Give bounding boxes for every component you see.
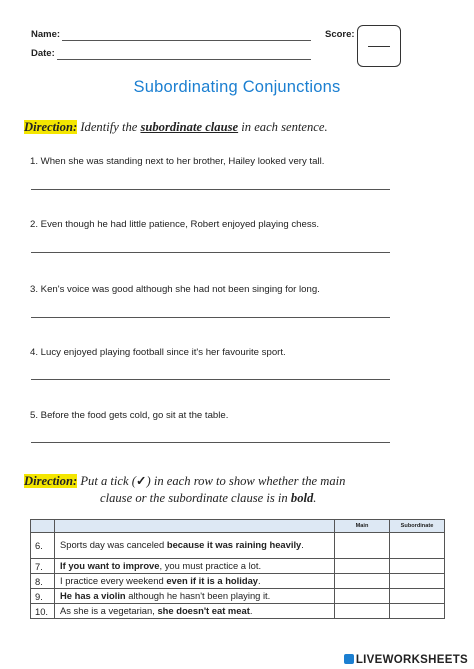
header-main: Main	[335, 520, 390, 533]
row-number: 6.	[31, 533, 55, 559]
row-sentence	[55, 559, 335, 574]
subordinate-checkbox[interactable]	[390, 604, 445, 619]
row-sentence	[55, 604, 335, 619]
bold-clause: even if it is a holiday	[166, 574, 259, 586]
answer-line-5[interactable]	[31, 442, 390, 443]
sentence-text: .	[249, 604, 253, 616]
subordinate-checkbox[interactable]	[390, 533, 445, 559]
row-number: 9.	[31, 589, 55, 604]
sentence-text: I practice every weekend	[60, 574, 167, 586]
direction-2	[24, 473, 345, 507]
table-row	[31, 589, 445, 604]
main-checkbox[interactable]	[335, 589, 390, 604]
bold-clause: she doesn't eat meat	[157, 604, 250, 616]
direction-2-period: .	[313, 491, 317, 505]
direction-2-bold: bold	[290, 491, 314, 505]
table-row	[31, 574, 445, 589]
table-row	[31, 533, 445, 559]
subordinate-checkbox[interactable]	[390, 574, 445, 589]
question-4: 4. Lucy enjoyed playing football since it's her favourite sport.	[30, 347, 286, 358]
subordinate-checkbox[interactable]	[390, 589, 445, 604]
row-sentence	[55, 589, 335, 604]
header-num	[31, 520, 55, 533]
bold-clause: because it was raining heavily	[166, 539, 302, 551]
score-box[interactable]	[357, 25, 401, 67]
answer-line-3[interactable]	[31, 317, 390, 318]
sentence-text: As she is a vegetarian,	[60, 604, 158, 616]
sentence-text: although he hasn't been playing it.	[125, 589, 271, 601]
subordinate-checkbox[interactable]	[390, 559, 445, 574]
direction-2-text-cont: ) in each row to show whether the main	[146, 474, 346, 488]
header-sentence	[55, 520, 335, 533]
direction-1	[24, 120, 328, 135]
direction-1-text-end: in each sentence.	[241, 120, 328, 134]
row-number: 10.	[31, 604, 55, 619]
direction-1-label: Direction:	[24, 120, 78, 134]
question-3: 3. Ken's voice was good although she had not been singing for long.	[30, 284, 320, 295]
main-checkbox[interactable]	[335, 533, 390, 559]
date-label: Date:	[31, 48, 55, 59]
direction-1-text: Identify the	[80, 120, 138, 134]
brand-text: LIVEWORKSHEETS	[355, 654, 468, 666]
question-5: 5. Before the food gets cold, go sit at the table.	[30, 410, 229, 421]
name-label: Name:	[31, 29, 61, 40]
question-2: 2. Even though he had little patience, Robert enjoyed playing chess.	[30, 219, 320, 230]
brand-logo	[344, 654, 468, 666]
brand-icon	[344, 654, 354, 664]
row-number: 7.	[31, 559, 55, 574]
direction-2-line2: clause or the subordinate clause is in	[100, 491, 288, 505]
row-number: 8.	[31, 574, 55, 589]
direction-1-emph: subordinate clause	[140, 120, 239, 134]
main-checkbox[interactable]	[335, 604, 390, 619]
tick-table	[30, 519, 445, 619]
main-checkbox[interactable]	[335, 574, 390, 589]
row-sentence	[55, 533, 335, 559]
sentence-text: Sports day was canceled	[60, 539, 167, 551]
header-subordinate: Subordinate	[390, 520, 445, 533]
date-field[interactable]	[57, 59, 311, 60]
table-row	[31, 604, 445, 619]
main-checkbox[interactable]	[335, 559, 390, 574]
name-field[interactable]	[62, 40, 311, 41]
page-title: Subordinating Conjunctions	[133, 78, 341, 96]
answer-line-2[interactable]	[31, 252, 390, 253]
direction-2-text: Put a tick (	[80, 474, 136, 488]
sentence-text: .	[301, 539, 304, 551]
bold-clause: If you want to improve	[60, 559, 160, 571]
score-label: Score:	[325, 29, 355, 40]
tick-icon: ✓	[135, 474, 147, 488]
row-sentence	[55, 574, 335, 589]
bold-clause: He has a violin	[60, 589, 126, 601]
direction-2-label: Direction:	[24, 474, 78, 488]
question-1: 1. When she was standing next to her brother, Hailey looked very tall.	[30, 156, 325, 167]
sentence-text: , you must practice a lot.	[159, 559, 262, 571]
sentence-text: .	[258, 574, 261, 586]
table-header-row	[31, 520, 445, 533]
answer-line-4[interactable]	[31, 379, 390, 380]
answer-line-1[interactable]	[31, 189, 390, 190]
table-row	[31, 559, 445, 574]
score-blank	[368, 46, 390, 47]
